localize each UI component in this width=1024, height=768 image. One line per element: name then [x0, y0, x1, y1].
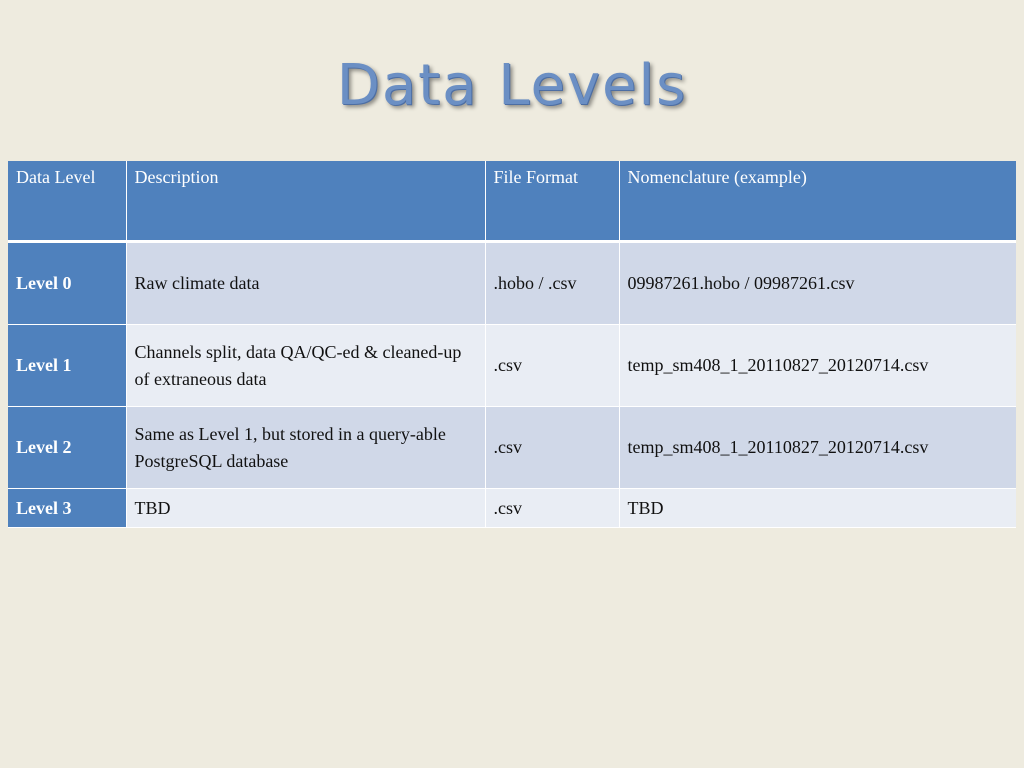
cell-level: Level 2	[8, 407, 126, 489]
cell-nomenclature: temp_sm408_1_20110827_20120714.csv	[619, 325, 1016, 407]
cell-nomenclature: temp_sm408_1_20110827_20120714.csv	[619, 407, 1016, 489]
header-nomenclature: Nomenclature (example)	[619, 161, 1016, 242]
header-description: Description	[126, 161, 485, 242]
cell-format: .csv	[485, 407, 619, 489]
cell-format: .csv	[485, 325, 619, 407]
slide-title: Data Levels	[336, 53, 688, 118]
table-row	[8, 489, 1016, 528]
table-row	[8, 242, 1016, 325]
cell-level: Level 0	[8, 242, 126, 325]
table-header-row	[8, 161, 1016, 242]
cell-format: .hobo / .csv	[485, 242, 619, 325]
cell-level: Level 3	[8, 489, 126, 528]
cell-format: .csv	[485, 489, 619, 528]
cell-nomenclature: 09987261.hobo / 09987261.csv	[619, 242, 1016, 325]
header-file-format: File Format	[485, 161, 619, 242]
cell-description: Raw climate data	[126, 242, 485, 325]
cell-nomenclature: TBD	[619, 489, 1016, 528]
cell-description: Channels split, data QA/QC-ed & cleaned-up of extraneous data	[126, 325, 485, 407]
table-row	[8, 407, 1016, 489]
table-row	[8, 325, 1016, 407]
cell-description: TBD	[126, 489, 485, 528]
header-data-level: Data Level	[8, 161, 126, 242]
cell-level: Level 1	[8, 325, 126, 407]
cell-description: Same as Level 1, but stored in a query-able PostgreSQL database	[126, 407, 485, 489]
data-levels-table	[8, 161, 1016, 528]
